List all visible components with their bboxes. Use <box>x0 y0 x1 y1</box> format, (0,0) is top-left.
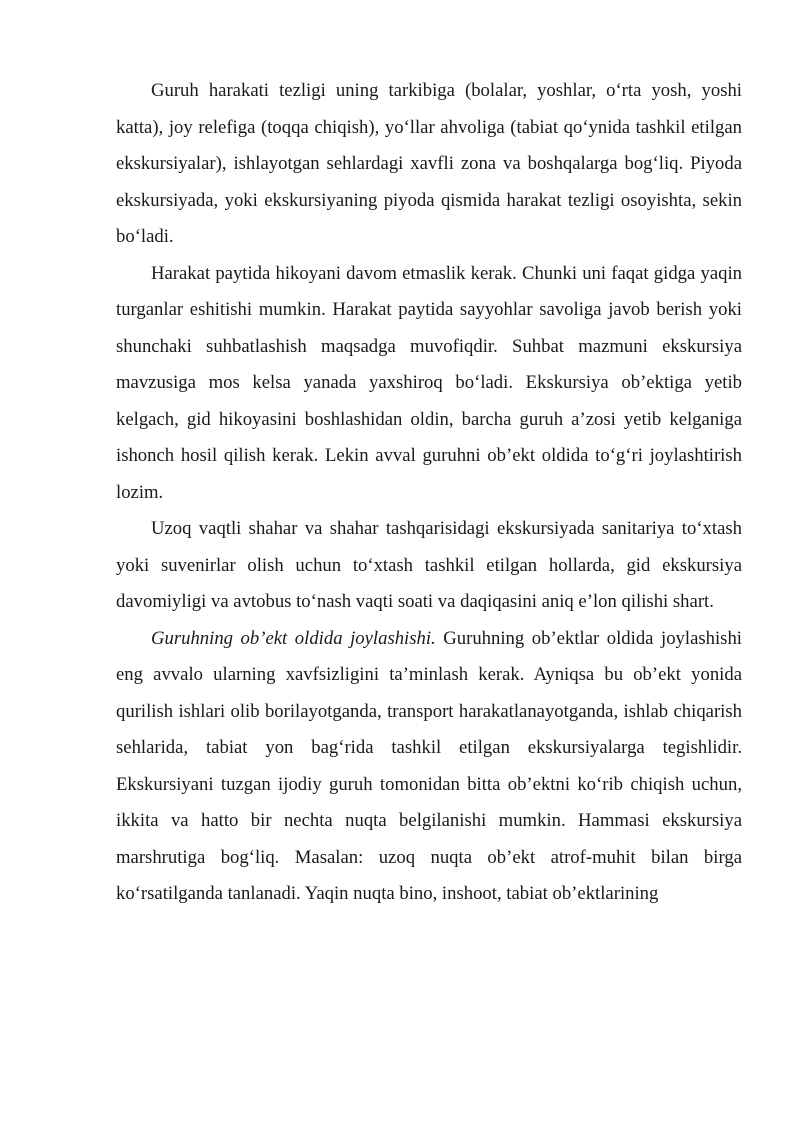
paragraph-text: Harakat paytida hikoyani davom etmaslik kerak. Chunki uni faqat gidga yaqin turganlar eshitishi mumkin. Harakat paytida sayyohlar savoliga javob berish yoki shunchaki suhbatlashish maqsadga muvofiqdir. Suhbat mazmuni ekskursiya mavzusiga mos kelsa yanada yaxshiroq bo‘ladi. Ekskursiya ob’ektiga yetib kelgach, gid hikoyasini boshlashidan oldin, barcha guruh a’zosi yetib kelganiga ishonch hosil qilish kerak. Lekin avval guruhni ob’ekt oldida to‘g‘ri joylashtirish lozim. <box>116 262 742 503</box>
paragraph-lead: Guruhning ob’ekt oldida joylashishi. <box>151 627 436 649</box>
paragraph-long-excursion-stops <box>116 511 742 621</box>
paragraph-group-placement <box>116 621 742 913</box>
paragraph-text: Guruhning ob’ektlar oldida joylashishi eng avvalo ularning xavfsizligini ta’minlash kerak. Ayniqsa bu ob’ekt yonida qurilish ishlari olib borilayotganda, transport harakatlanayotganda, ishlab chiqarish sehlarida, tabiat yon bag‘rida tashkil etilgan ekskursiyalarga tegishlidir. Ekskursiyani tuzgan ijodiy guruh tomonidan bitta ob’ektni ko‘rib chiqish uchun, ikkita va hatto bir nechta nuqta belgilanishi mumkin. Hammasi ekskursiya marshrutiga bog‘liq. Masalan: uzoq nuqta ob’ekt atrof-muhit bilan birga ko‘rsatilganda tanlanadi. Yaqin nuqta bino, inshoot, tabiat ob’ektlarining <box>116 627 742 904</box>
paragraph-movement-talk <box>116 256 742 512</box>
paragraph-text: Uzoq vaqtli shahar va shahar tashqarisidagi ekskursiyada sanitariya to‘xtash yoki suvenirlar olish uchun to‘xtash tashkil etilgan hollarda, gid ekskursiya davomiyligi va avtobus to‘nash vaqti soati va daqiqasini aniq e’lon qilishi shart. <box>116 518 742 612</box>
paragraph-text: Guruh harakati tezligi uning tarkibiga (bolalar, yoshlar, o‘rta yosh, yoshi katta), joy relefiga (toqqa chiqish), yo‘llar ahvoliga (tabiat qo‘ynida tashkil etilgan ekskursiyalar), ishlayotgan sehlardagi xavfli zona va boshqalarga bog‘liq. Piyoda ekskursiyada, yoki ekskursiyaning piyoda qismida harakat tezligi osoyishta, sekin bo‘ladi. <box>116 80 742 247</box>
document-page <box>116 73 742 913</box>
paragraph-group-speed <box>116 73 742 256</box>
